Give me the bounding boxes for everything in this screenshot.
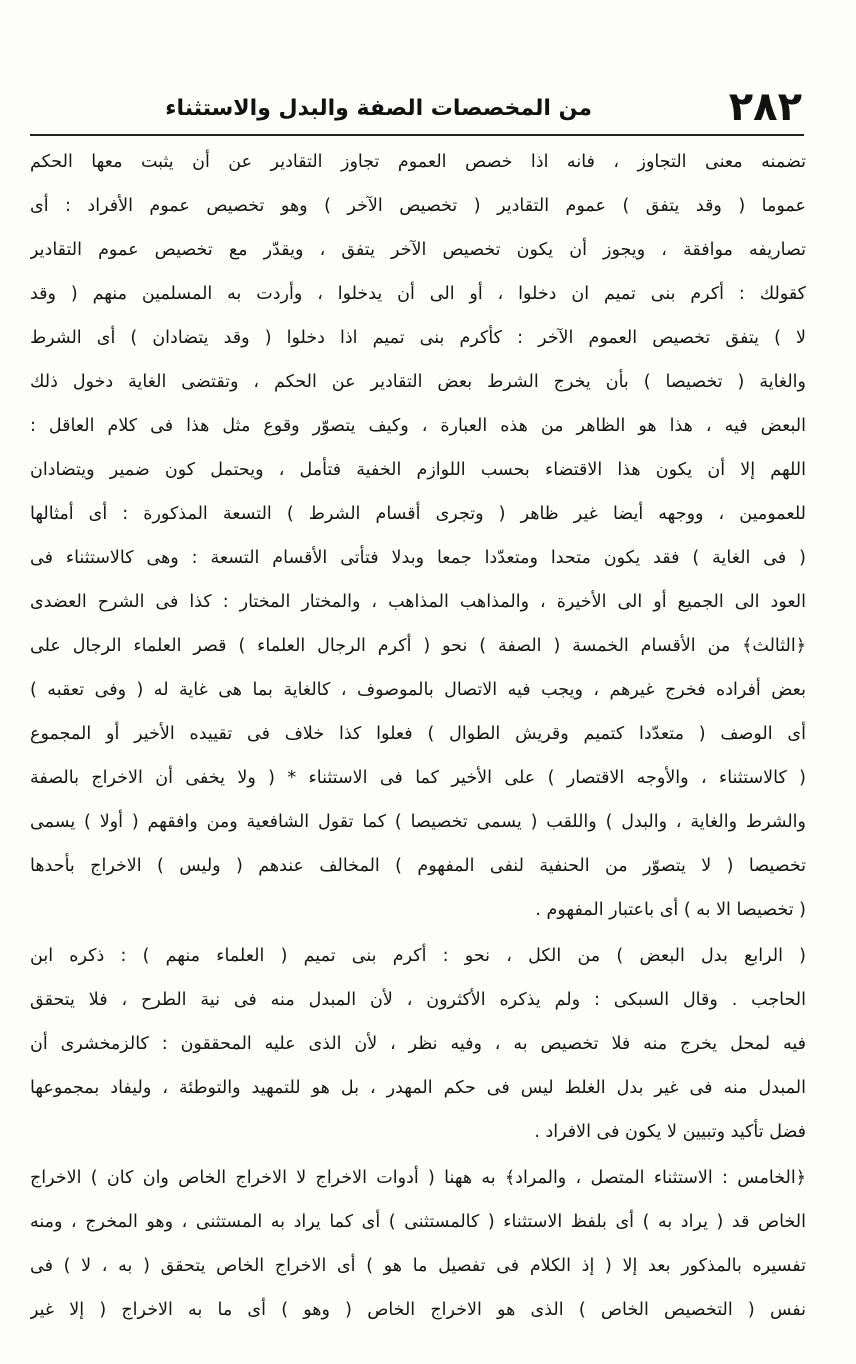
text-line: للعمومين ، ووجهه أيضا غير ظاهر ( وتجرى أقسام الشرط ) التسعة المذكورة : أى أمثالها bbox=[30, 504, 806, 524]
text-line: ( فى الغاية ) فقد يكون متحدا ومتعدّدا جمعا وبدلا فتأتى الأقسام التسعة : وهى كالاستثناء فى bbox=[30, 548, 806, 568]
text-line: ﴿الثالث﴾ من الأقسام الخمسة ( الصفة ) نحو ( أكرم الرجال العلماء ) قصر العلماء الرجال على bbox=[30, 636, 806, 656]
text-line: تضمنه معنى التجاوز ، فانه اذا خصص العموم تجاوز التقادير عن أن يثبت معها الحكم bbox=[30, 152, 806, 172]
text-line: تصاريفه موافقة ، ويجوز أن يكون تخصيص الآخر يتفق ، ويقدّر مع تخصيص عموم التقادير bbox=[30, 240, 806, 260]
text-line: كقولك : أكرم بنى تميم ان دخلوا ، أو الى أن يدخلوا ، وأردت به المسلمين منهم ( وقد bbox=[30, 284, 806, 304]
header-rule bbox=[30, 134, 804, 136]
page-number: ٢٨٢ bbox=[728, 84, 802, 130]
text-line: المبدل منه فى غير بدل الغلط ليس فى حكم المهدر ، بل هو للتمهيد والتوطئة ، وليفاد بمجموعها bbox=[30, 1078, 806, 1098]
text-line: أى الوصف ( متعدّدا كتميم وقريش الطوال ) فعلوا كذا خلاف فى تقييده الأخير أو المجموع bbox=[30, 724, 806, 744]
running-title: من المخصصات الصفة والبدل والاستثناء bbox=[165, 96, 592, 121]
text-line: ( تخصيصا الا به ) أى باعتبار المفهوم . bbox=[535, 900, 806, 920]
text-line: الحاجب . وقال السبكى : ولم يذكره الأكثرون ، لأن المبدل منه فى نية الطرح ، فلا يتحقق bbox=[30, 990, 806, 1010]
text-line: تفسيره بالمذكور بعد إلا ( إذ الكلام فى تفصيل ما هو ) أى الاخراج الخاص يتحقق ( به ، لا ) فى bbox=[30, 1256, 806, 1276]
text-line: البعض فيه ، هذا هو الظاهر من هذه العبارة ، وكيف يتصوّر وقوع مثل هذا فى كلام العاقل : bbox=[30, 416, 806, 436]
body-text bbox=[30, 140, 806, 1332]
text-line: تخصيصا ( لا يتصوّر من الحنفية لنفى المفهوم ) المخالف عندهم ( وليس ) الاخراج بأحدها bbox=[30, 856, 806, 876]
text-line: نفس ( التخصيص الخاص ) الذى هو الاخراج الخاص ( وهو ) أى ما به الاخراج ( إلا غير bbox=[30, 1300, 806, 1320]
text-line: لا ) يتفق تخصيص العموم الآخر : كأكرم بنى تميم اذا دخلوا ( وقد يتضادان ) أى الشرط bbox=[30, 328, 806, 348]
text-line: عموما ( وقد يتفق ) عموم التقادير ( تخصيص الآخر ) وهو تخصيص عموم الأفراد : أى bbox=[30, 196, 806, 216]
text-line: بعض أفراده فخرج غيرهم ، ويجب فيه الاتصال بالموصوف ، كالغاية بما هى غاية له ( وفى تعقبه ) bbox=[30, 680, 806, 700]
text-line: الخاص قد ( يراد به ) أى بلفظ الاستثناء ( كالمستثنى ) أى كما يراد به المستثنى ، وهو المخرج ، ومنه bbox=[30, 1212, 806, 1232]
text-line: ( الرابع بدل البعض ) من الكل ، نحو : أكرم بنى تميم ( العلماء منهم ) : ذكره ابن bbox=[30, 946, 806, 966]
text-line: اللهم إلا أن يكون هذا الاقتضاء بحسب اللوازم الخفية فتأمل ، ويحتمل كون ضمير ويتضادان bbox=[30, 460, 806, 480]
text-line: ﴿الخامس : الاستثناء المتصل ، والمراد﴾ به ههنا ( أدوات الاخراج لا الاخراج الخاص وان كان ) الاخراج bbox=[30, 1168, 806, 1188]
text-line: فضل تأكيد وتبيين لا يكون فى الافراد . bbox=[534, 1122, 806, 1142]
page-header bbox=[30, 86, 802, 132]
text-line: والغاية ( تخصيصا ) بأن يخرج الشرط بعض التقادير عن الحكم ، وتقتضى الغاية دخول ذلك bbox=[30, 372, 806, 392]
text-line: فيه لمحل يخرج منه فلا تخصيص به ، وفيه نظر ، لأن الذى عليه المحققون : كالزمخشرى أن bbox=[30, 1034, 806, 1054]
text-line: والشرط والغاية ، والبدل ) واللقب ( يسمى تخصيصا ) كما تقول الشافعية ومن وافقهم ( أولا ) يسمى bbox=[30, 812, 806, 832]
text-line: العود الى الجميع أو الى الأخيرة ، والمذاهب المذاهب ، والمختار المختار : كذا فى الشرح العضدى bbox=[30, 592, 806, 612]
text-line: ( كالاستثناء ، والأوجه الاقتصار ) على الأخير كما فى الاستثناء * ( ولا يخفى أن الاخراج بالصفة bbox=[30, 768, 806, 788]
